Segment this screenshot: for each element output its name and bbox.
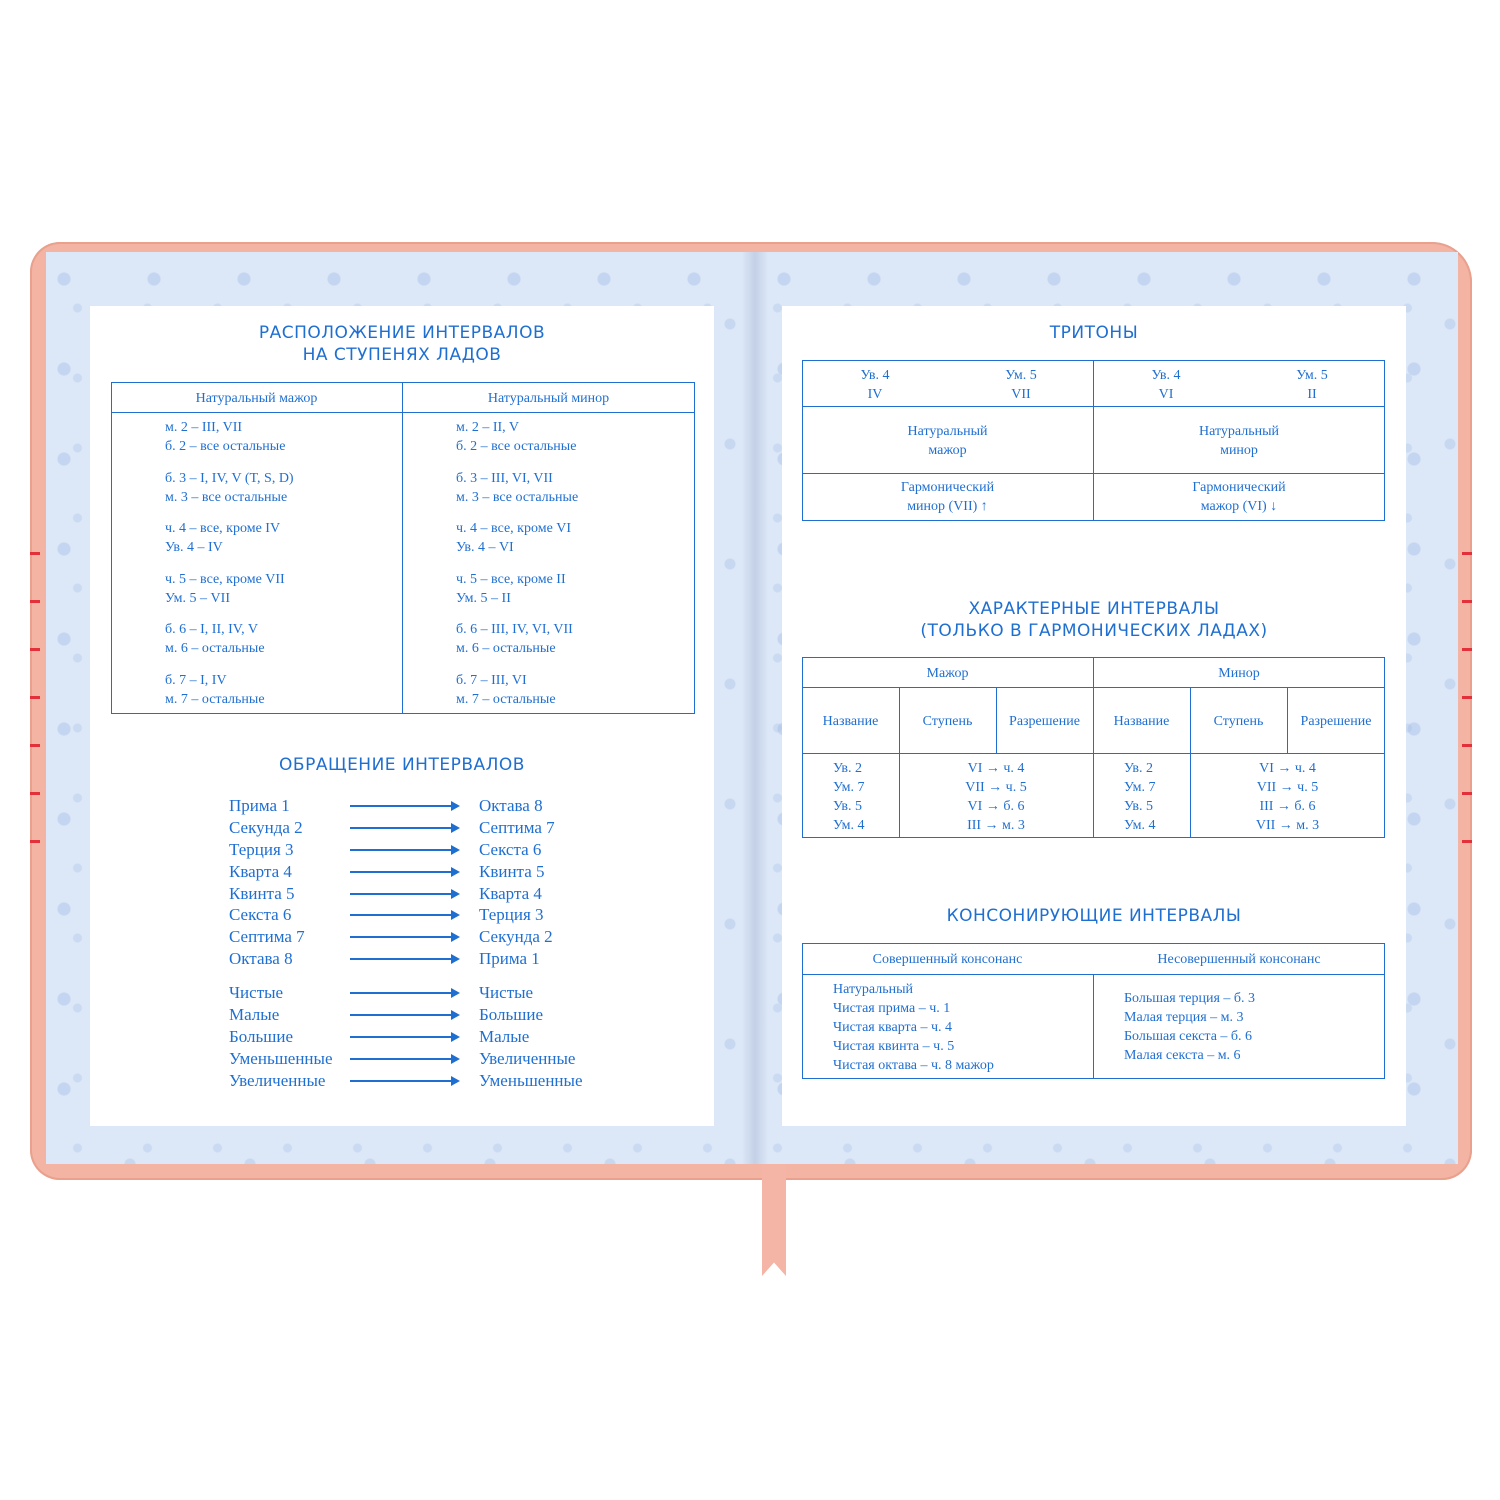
table-divider [802,974,1385,975]
minor-line: м. 6 – остальные [456,641,556,656]
mode-line: мажор (VI) ↓ [1200,499,1278,514]
stitch-mark [1462,744,1472,747]
col-name: Название [1113,714,1170,729]
quality-to: Большие [479,1005,544,1024]
consonance-line: Большая терция – б. 3 [1124,991,1256,1006]
mode-line: минор (VII) ↑ [907,499,988,514]
consonant-title: КОНСОНИРУЮЩИЕ ИНТЕРВАЛЫ [946,906,1242,926]
quality-from: Уменьшенные [229,1049,333,1068]
tritone-step: II [1307,387,1317,402]
interval-name: Ум. 7 [833,780,865,795]
tritone-step: IV [867,387,883,402]
stitch-mark [1462,600,1472,603]
arrow-right-icon [350,1058,458,1060]
major-line: м. 2 – III, VII [165,420,243,435]
resolution: VII → ч. 5 [965,780,1027,795]
major-line: м. 6 – остальные [165,641,265,656]
title-line: РАСПОЛОЖЕНИЕ ИНТЕРВАЛОВ [258,323,546,343]
consonance-line: Натуральный [833,982,913,997]
resolution: VI → ч. 4 [967,761,1025,776]
arrow-right-icon [350,827,458,829]
arrow-right-icon [350,849,458,851]
arrow-right-icon [350,1014,458,1016]
table-divider [1093,657,1094,838]
stitch-mark [30,792,40,795]
inversion-from: Терция 3 [229,840,294,859]
col-natural-major: Натуральный мажор [195,391,318,406]
resolution: VII → м. 3 [1255,818,1320,833]
mode-line: минор [1220,443,1258,458]
inversion-from: Септима 7 [229,927,305,946]
table-divider [1093,974,1094,1079]
col-step: Ступень [1213,714,1264,729]
inversion-from: Кварта 4 [229,862,292,881]
arrow-right-icon [350,936,458,938]
major-line: Ув. 4 – IV [165,540,223,555]
intervals-on-steps-title [90,322,714,366]
resolution: VII → ч. 5 [1256,780,1319,795]
stitch-mark [1462,840,1472,843]
minor-line: м. 3 – все остальные [456,490,579,505]
inversion-to: Секунда 2 [479,927,553,946]
perfect-consonance-list [833,980,994,1075]
tritones-title: ТРИТОНЫ [1049,323,1139,343]
stitch-mark [30,744,40,747]
interval-name: Ум. 4 [833,818,865,833]
minor-line: Ув. 4 – VI [456,540,514,555]
imperfect-consonance-list [1124,989,1255,1065]
quality-to: Увеличенные [479,1049,576,1068]
mode-line: Натуральный [907,424,988,439]
inversion-to: Кварта 4 [479,884,542,903]
inversion-to: Секста 6 [479,840,542,859]
major-line: ч. 5 – все, кроме VII [165,572,285,587]
tritone-cell [840,366,910,404]
major-line: б. 2 – все остальные [165,439,286,454]
stitch-mark [30,648,40,651]
char-minor-header: Минор [1218,666,1260,681]
arrow-right-icon [350,1080,458,1082]
tritone-interval: Ув. 4 [860,368,890,383]
col-natural-minor: Натуральный минор [487,391,610,406]
table-divider [802,753,1385,754]
tritone-cell [1131,366,1201,404]
minor-line: Ум. 5 – II [456,591,511,606]
inversion-to: Квинта 5 [479,862,545,881]
char-major-resolutions [899,759,1093,835]
quality-to: Чистые [479,983,534,1002]
col-resolution: Разрешение [1300,714,1372,729]
minor-line: ч. 5 – все, кроме II [456,572,566,587]
inversion-from: Секунда 2 [229,818,303,837]
consonance-line: Малая терция – м. 3 [1124,1010,1244,1025]
tritone-mode-cell [1093,422,1385,460]
characteristic-title [782,598,1406,642]
inversion-to: Прима 1 [479,949,540,968]
tritone-cell [986,366,1056,404]
mode-line: Гармонический [1192,480,1286,495]
inversion-to: Септима 7 [479,818,555,837]
stitch-mark [30,696,40,699]
consonance-line: Чистая квинта – ч. 5 [833,1039,955,1054]
right-page [782,306,1406,1126]
quality-to: Малые [479,1027,530,1046]
minor-line: б. 2 – все остальные [456,439,577,454]
resolution: III → м. 3 [967,818,1025,833]
table-divider [111,412,695,413]
major-line: м. 7 – остальные [165,692,265,707]
tritone-step: VI [1158,387,1174,402]
tritone-cell [1277,366,1347,404]
arrow-right-icon [350,914,458,916]
left-page [90,306,714,1126]
resolution: III → б. 6 [1259,799,1316,814]
major-line: м. 3 – все остальные [165,490,288,505]
spine-shadow [742,252,768,1164]
arrow-right-icon [350,1036,458,1038]
minor-line: ч. 4 – все, кроме VI [456,521,572,536]
inversion-from: Прима 1 [229,796,290,815]
arrow-right-icon [350,805,458,807]
consonance-line: Малая секста – м. 6 [1124,1048,1241,1063]
interval-name: Ув. 2 [1124,761,1153,776]
table-divider [802,687,1385,688]
consonance-line: Чистая октава – ч. 8 мажор [833,1058,994,1073]
consonance-line: Чистая кварта – ч. 4 [833,1020,953,1035]
resolution: VI → ч. 4 [1259,761,1316,776]
title-line: (ТОЛЬКО В ГАРМОНИЧЕСКИХ ЛАДАХ) [920,621,1268,641]
arrow-right-icon [350,893,458,895]
stitch-mark [30,840,40,843]
major-line: б. 7 – I, IV [165,673,227,688]
col-resolution: Разрешение [1009,714,1080,729]
arrow-right-icon [350,992,458,994]
interval-name: Ум. 7 [1124,780,1156,795]
major-line: Ум. 5 – VII [165,591,230,606]
stitch-mark [30,600,40,603]
inversion-from: Квинта 5 [229,884,295,903]
tritone-interval: Ув. 4 [1151,368,1181,383]
stitch-mark [1462,792,1472,795]
minor-line: б. 6 – III, IV, VI, VII [456,622,573,637]
resolution: VI → б. 6 [967,799,1025,814]
arrow-right-icon [350,958,458,960]
char-major-header: Мажор [926,666,969,681]
inversion-from: Секста 6 [229,905,292,924]
quality-to: Уменьшенные [479,1071,583,1090]
tritone-mode-cell [802,422,1093,460]
stitch-mark [1462,696,1472,699]
interval-name: Ув. 5 [1124,799,1153,814]
interval-name: Ум. 4 [1124,818,1156,833]
minor-line: м. 7 – остальные [456,692,556,707]
table-divider [402,382,403,714]
title-line: ХАРАКТЕРНЫЕ ИНТЕРВАЛЫ [968,599,1220,619]
interval-name: Ув. 2 [833,761,862,776]
inversion-title: ОБРАЩЕНИЕ ИНТЕРВАЛОВ [279,755,525,775]
col-imperfect-consonance: Несовершенный консонанс [1157,952,1321,967]
inversion-to: Октава 8 [479,796,543,815]
minor-line: б. 3 – III, VI, VII [456,471,553,486]
inversion-from: Октава 8 [229,949,293,968]
quality-from: Чистые [229,983,284,1002]
tritone-step: VII [1011,387,1031,402]
col-perfect-consonance: Совершенный консонанс [872,952,1023,967]
tritone-interval: Ум. 5 [1005,368,1037,383]
interval-name: Ув. 5 [833,799,862,814]
minor-line: м. 2 – II, V [456,420,520,435]
major-line: ч. 4 – все, кроме IV [165,521,281,536]
col-step: Ступень [922,714,973,729]
quality-from: Большие [229,1027,294,1046]
stitch-mark [1462,648,1472,651]
inversion-to: Терция 3 [479,905,544,924]
char-minor-names [1124,759,1156,835]
major-line: б. 6 – I, II, IV, V [165,622,258,637]
title-line: НА СТУПЕНЯХ ЛАДОВ [302,345,502,365]
table-divider [802,406,1385,407]
stitch-mark [1462,552,1472,555]
char-minor-resolutions [1190,759,1385,835]
tritone-mode-cell [1093,478,1385,516]
ribbon-bookmark [762,1164,786,1276]
mode-line: Натуральный [1199,424,1279,439]
tritone-interval: Ум. 5 [1296,368,1328,383]
tritone-mode-cell [802,478,1093,516]
consonance-line: Чистая прима – ч. 1 [833,1001,951,1016]
mode-line: мажор [928,443,967,458]
stitch-mark [30,552,40,555]
table-divider [802,473,1385,474]
quality-from: Малые [229,1005,280,1024]
minor-line: б. 7 – III, VI [456,673,527,688]
mode-line: Гармонический [900,480,995,495]
col-name: Название [822,714,879,729]
arrow-right-icon [350,871,458,873]
char-major-names [833,759,865,835]
quality-from: Увеличенные [229,1071,326,1090]
consonance-line: Большая секста – б. 6 [1124,1029,1253,1044]
major-line: б. 3 – I, IV, V (T, S, D) [165,471,294,486]
